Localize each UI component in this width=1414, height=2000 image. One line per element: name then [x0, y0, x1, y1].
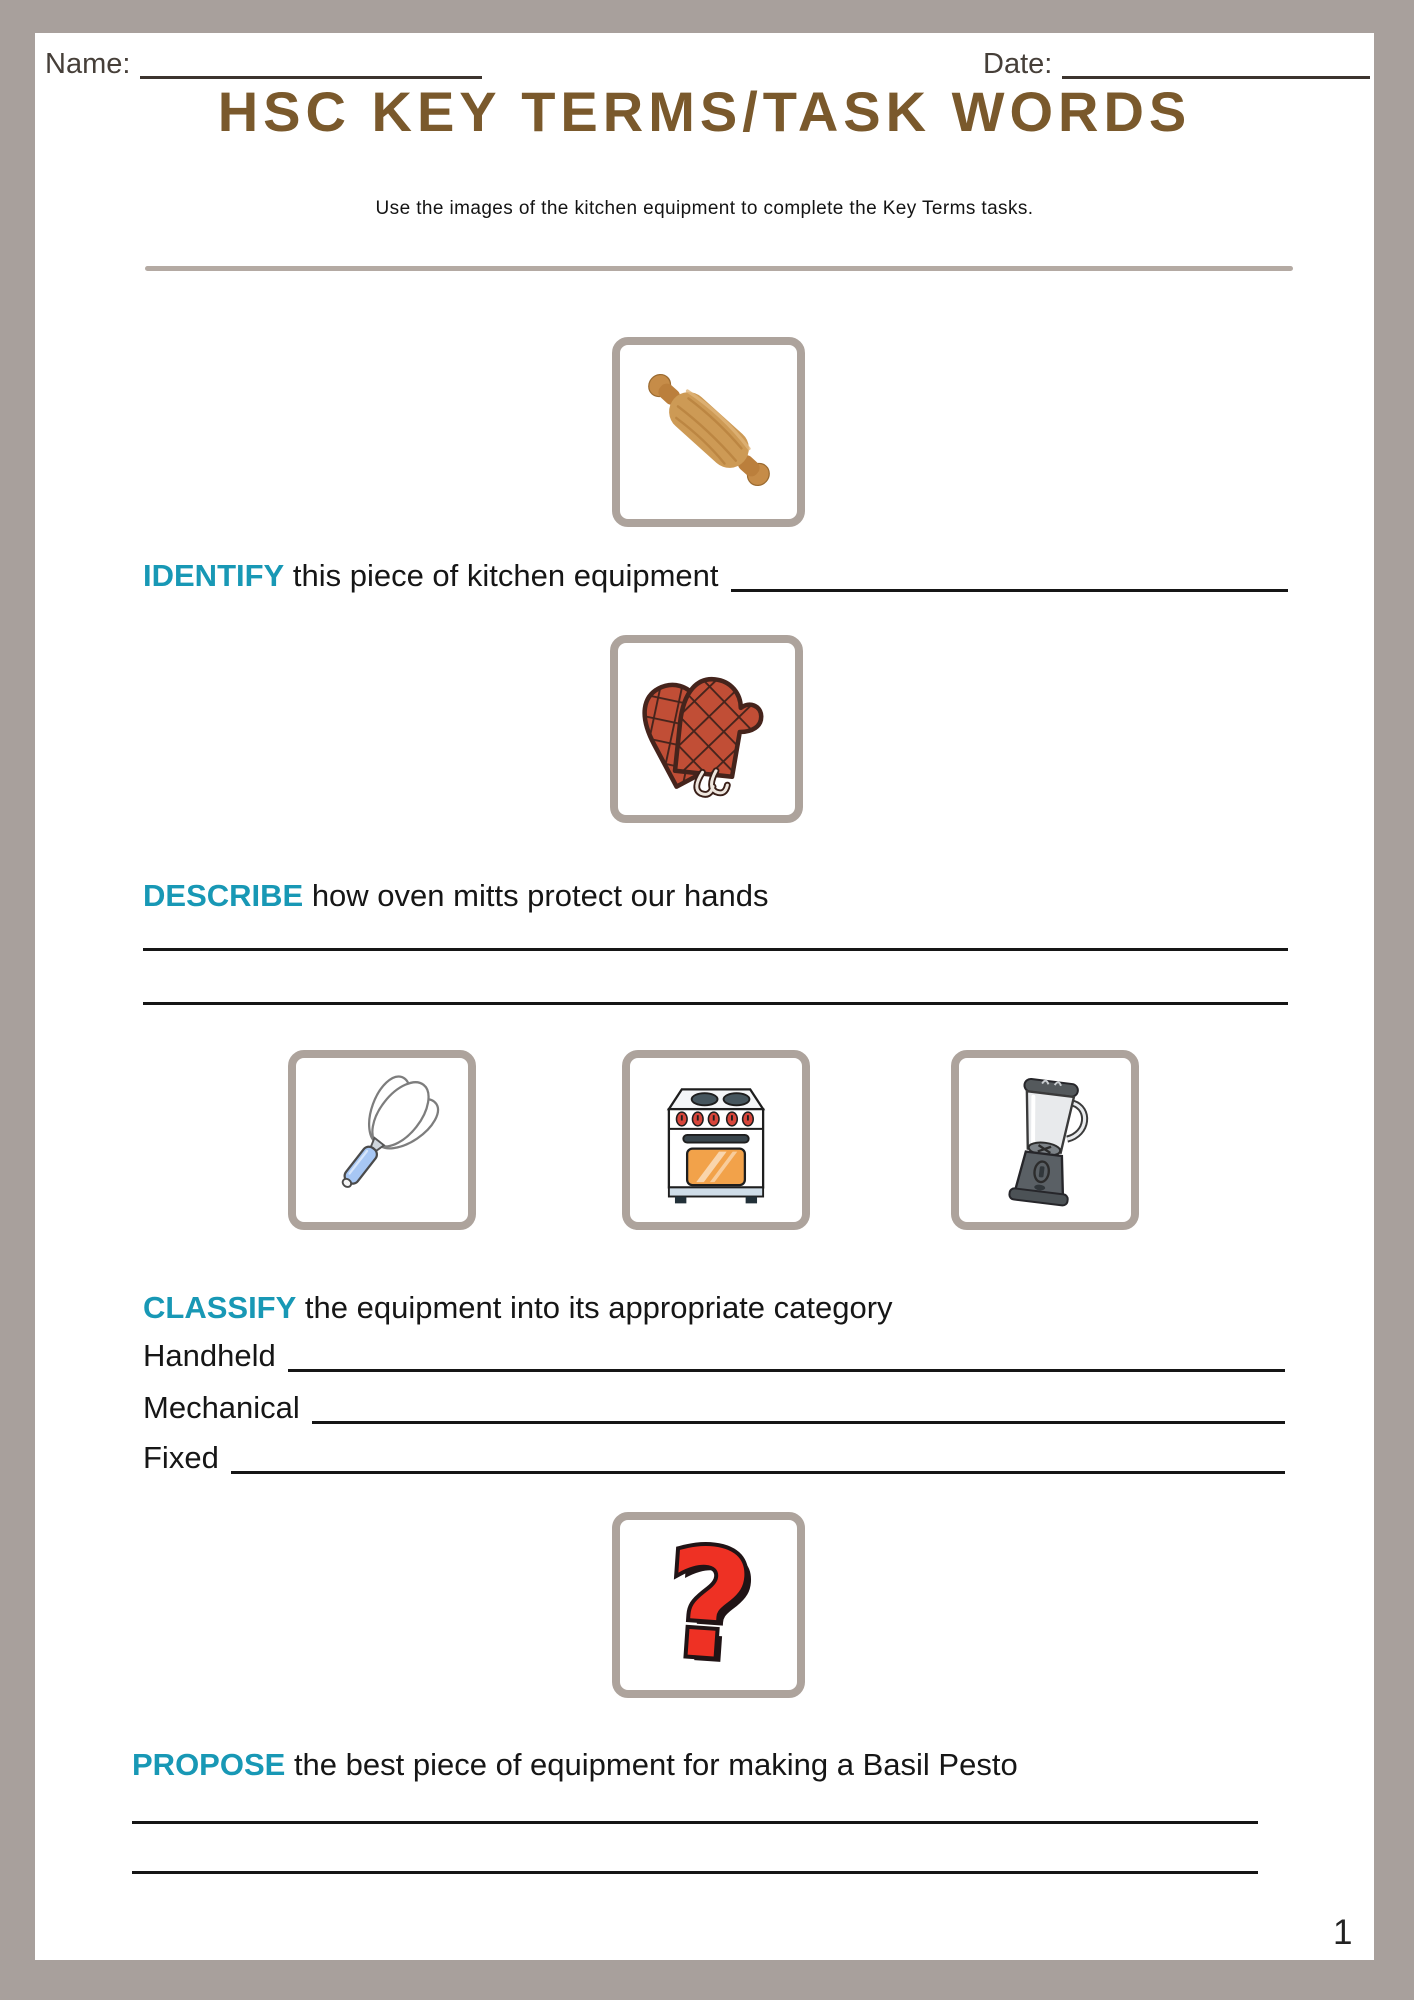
whisk-image-box	[288, 1050, 476, 1230]
describe-task-text	[143, 876, 768, 916]
identify-keyword: IDENTIFY	[143, 558, 285, 593]
classify-task-text	[143, 1288, 893, 1328]
identify-answer-line	[731, 556, 1289, 592]
describe-answer-line-1	[143, 948, 1288, 951]
propose-text: the best piece of equipment for making a Basil Pesto	[285, 1747, 1018, 1782]
classify-category-row	[143, 1336, 1285, 1376]
propose-answer-line-1	[132, 1821, 1258, 1824]
fixed-answer-line	[231, 1438, 1285, 1474]
date-field-row	[983, 45, 1370, 83]
describe-answer-line-2	[143, 1002, 1288, 1005]
classify-keyword: CLASSIFY	[143, 1290, 297, 1325]
blender-icon	[966, 1059, 1124, 1222]
stove-oven-icon	[640, 1062, 792, 1219]
describe-keyword: DESCRIBE	[143, 878, 304, 913]
classify-text: the equipment into its appropriate category	[296, 1290, 893, 1325]
oven-mitts-icon	[627, 647, 787, 812]
page-number: 1	[1333, 1913, 1353, 1952]
date-blank-line	[1062, 45, 1370, 79]
category-label-fixed: Fixed	[143, 1440, 219, 1475]
date-label: Date:	[983, 48, 1053, 80]
page-title: HSC KEY TERMS/TASK WORDS	[217, 80, 1192, 143]
question-mark-icon: ?	[659, 1516, 758, 1694]
category-label-mechanical: Mechanical	[143, 1390, 300, 1425]
blender-image-box	[951, 1050, 1139, 1230]
header-divider	[145, 266, 1293, 271]
rolling-pin-image-box	[612, 337, 805, 527]
whisk-icon	[307, 1063, 457, 1218]
propose-answer-line-2	[132, 1871, 1258, 1874]
identify-text: this piece of kitchen equipment	[284, 558, 719, 593]
name-blank-line	[140, 45, 482, 79]
name-field-row	[45, 45, 482, 83]
propose-task-text	[132, 1745, 1018, 1785]
identify-task-row	[143, 556, 1288, 596]
propose-keyword: PROPOSE	[132, 1747, 286, 1782]
oven-mitts-image-box	[610, 635, 803, 823]
handheld-answer-line	[288, 1336, 1285, 1372]
category-label-handheld: Handheld	[143, 1338, 276, 1373]
stove-image-box	[622, 1050, 810, 1230]
rolling-pin-icon	[628, 349, 790, 516]
classify-category-row	[143, 1388, 1285, 1428]
mechanical-answer-line	[312, 1388, 1285, 1424]
page-subtitle: Use the images of the kitchen equipment to complete the Key Terms tasks.	[375, 198, 1034, 219]
worksheet-page	[35, 33, 1374, 1960]
describe-text: how oven mitts protect our hands	[303, 878, 769, 913]
name-label: Name:	[45, 48, 131, 80]
classify-category-row	[143, 1438, 1285, 1478]
question-mark-image-box	[612, 1512, 805, 1698]
